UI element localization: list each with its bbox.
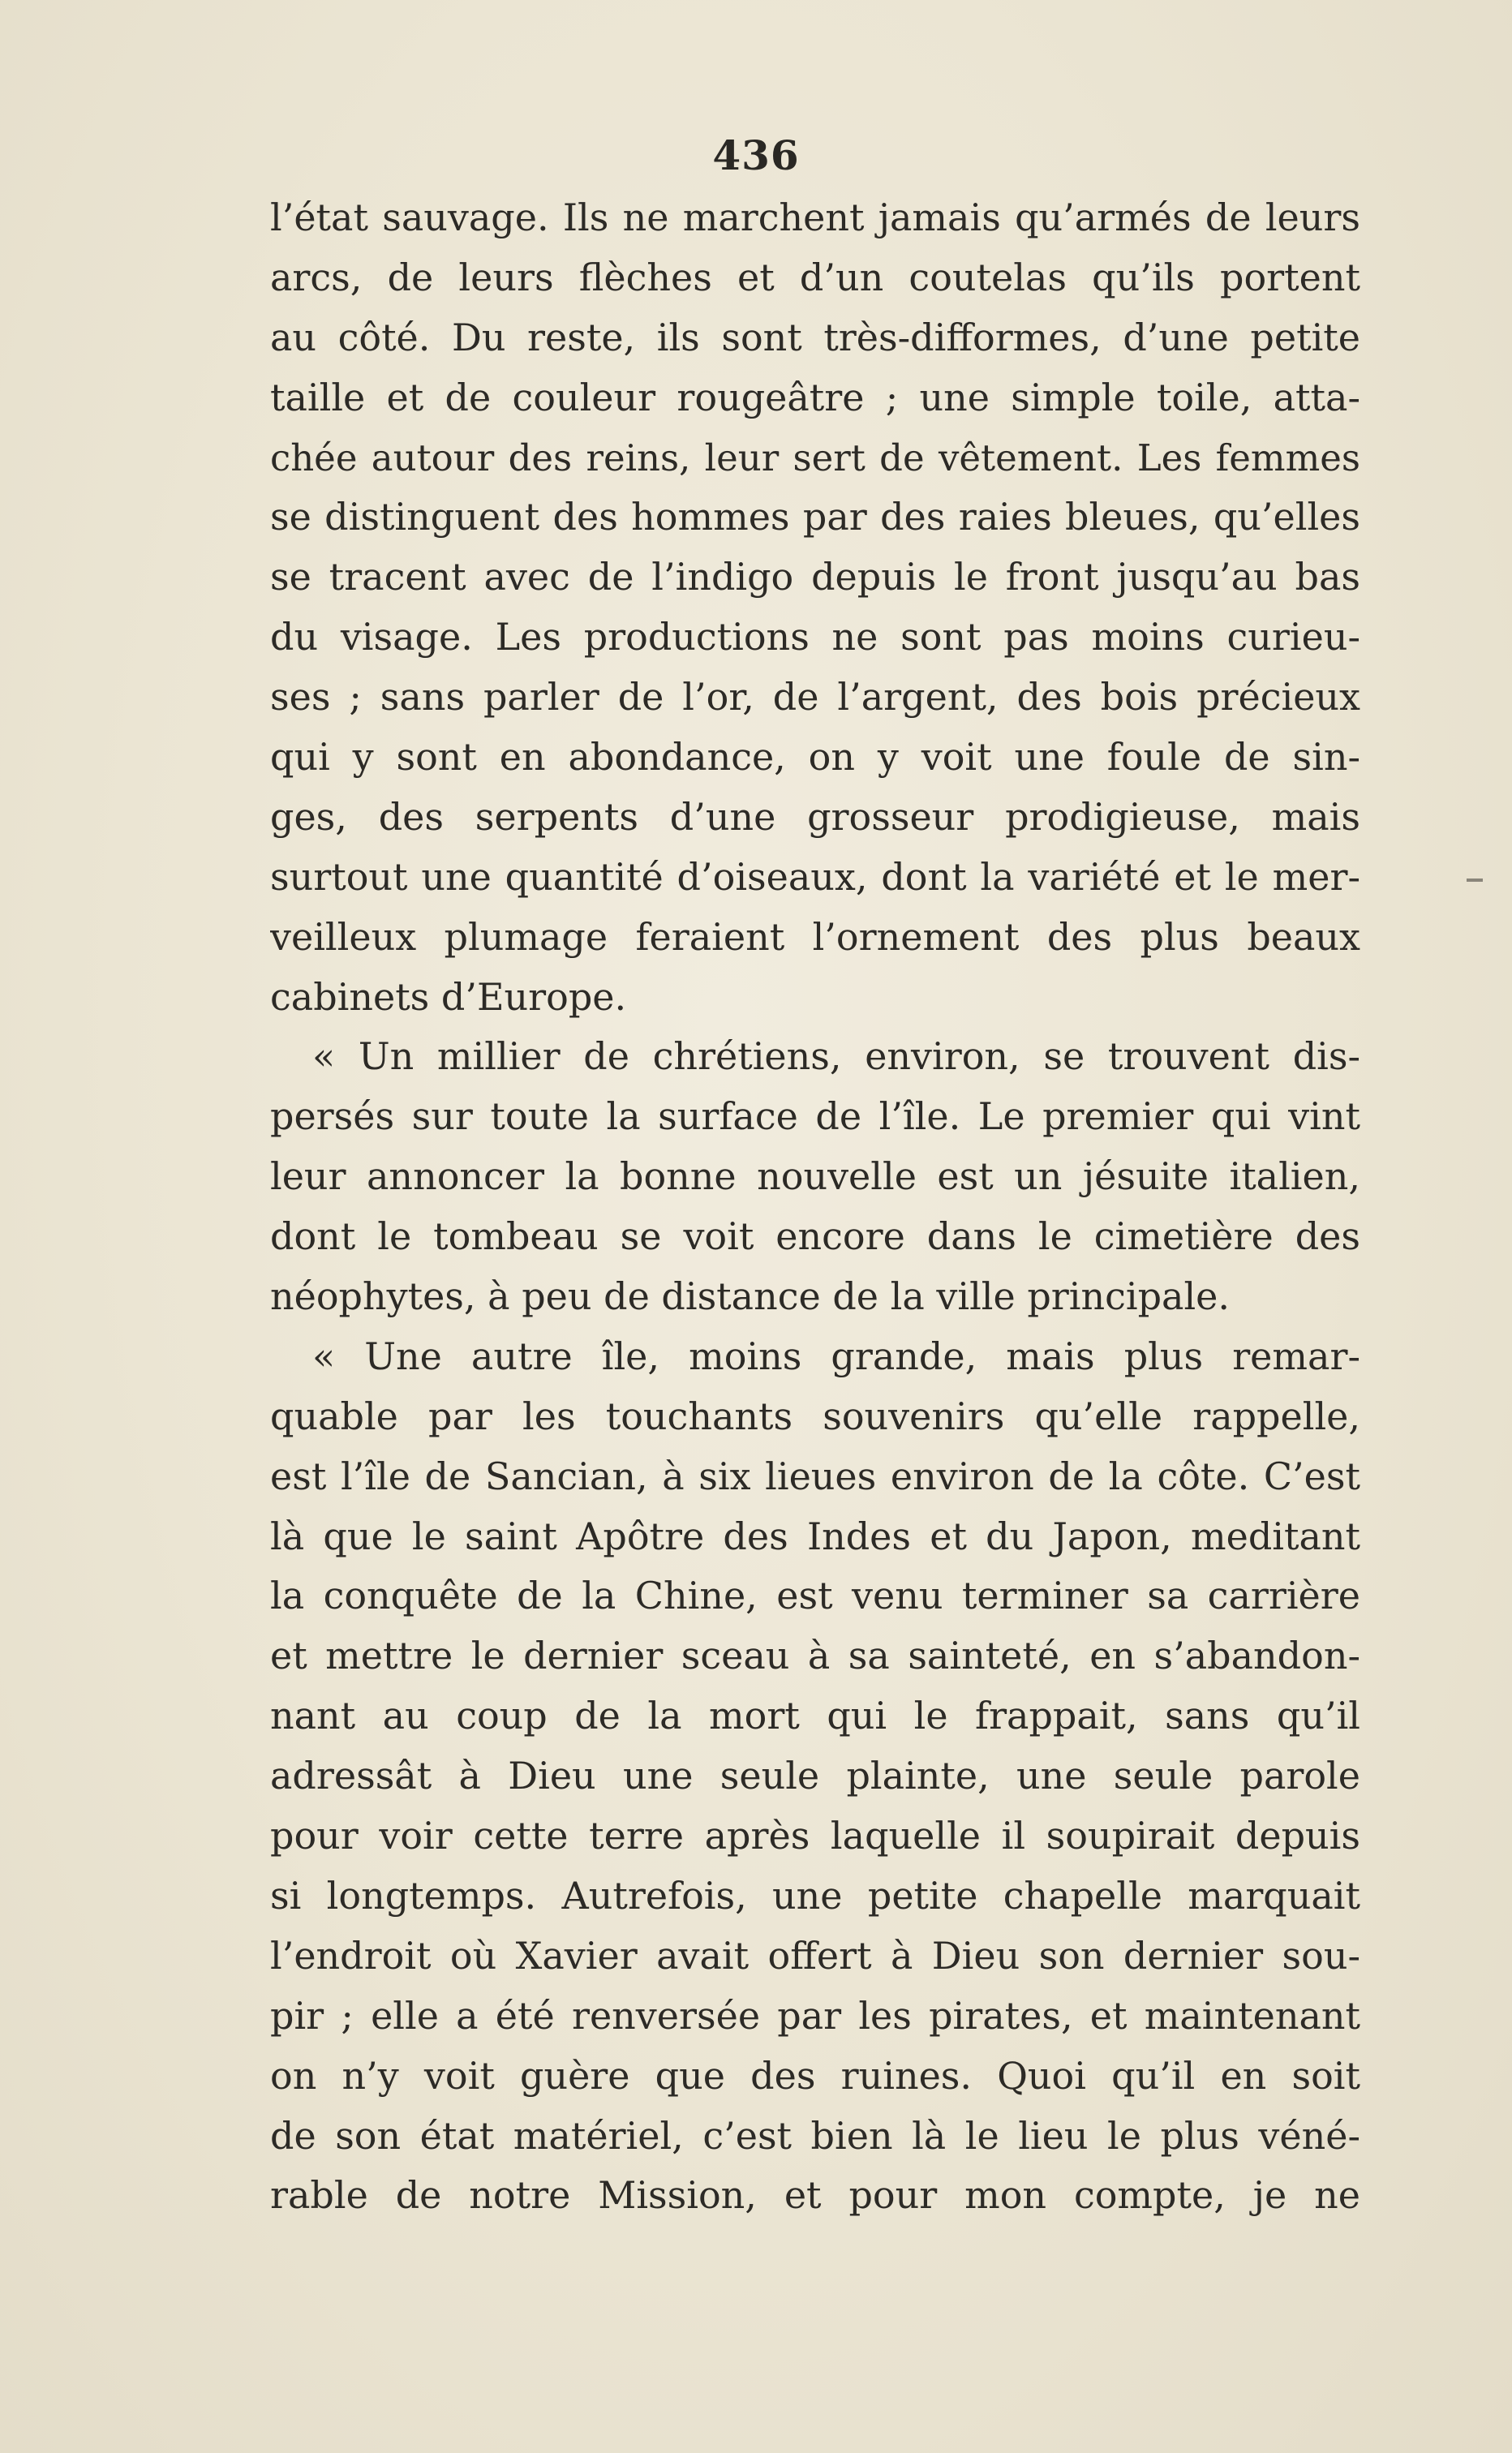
body-text	[270, 188, 1360, 2226]
text-line: pir ; elle a été renversée par les pirates, et maintenant	[270, 1993, 1360, 2038]
text-line: ges, des serpents d’une grosseur prodigieuse, mais	[270, 794, 1360, 839]
text-line: ses ; sans parler de l’or, de l’argent, des bois précieux	[270, 675, 1360, 720]
text-line: de son état matériel, c’est bien là le lieu le plus véné-	[270, 2113, 1360, 2158]
text-line: veilleux plumage feraient l’ornement des plus beaux	[270, 914, 1360, 959]
text-line: cabinets d’Europe.	[270, 974, 627, 1019]
text-line: « Un millier de chrétiens, environ, se trouvent dis-	[312, 1034, 1360, 1079]
text-line: néophytes, à peu de distance de la ville principale.	[270, 1274, 1231, 1319]
text-line: taille et de couleur rougeâtre ; une simple toile, atta-	[270, 375, 1360, 419]
text-line: surtout une quantité d’oiseaux, dont la variété et le mer-	[270, 854, 1360, 899]
text-line: rable de notre Mission, et pour mon compte, je ne	[270, 2173, 1360, 2218]
text-line: pour voir cette terre après laquelle il soupirait depuis	[270, 1814, 1360, 1858]
text-line: se tracent avec de l’indigo depuis le front jusqu’au bas	[270, 555, 1360, 599]
text-line: qui y sont en abondance, on y voit une foule de sin-	[270, 735, 1360, 780]
text-line: si longtemps. Autrefois, une petite chapelle marquait	[270, 1873, 1360, 1918]
text-line: nant au coup de la mort qui le frappait, sans qu’il	[270, 1694, 1360, 1738]
text-line: leur annoncer la bonne nouvelle est un jésuite italien,	[270, 1154, 1360, 1199]
text-line: quable par les touchants souvenirs qu’elle rappelle,	[270, 1394, 1360, 1438]
text-line: « Une autre île, moins grande, mais plus remar-	[312, 1334, 1360, 1378]
text-line: se distinguent des hommes par des raies bleues, qu’elles	[270, 495, 1360, 539]
text-line: est l’île de Sancian, à six lieues environ de la côte. C’est	[270, 1454, 1360, 1498]
text-line: du visage. Les productions ne sont pas moins curieu-	[270, 615, 1360, 659]
text-line: au côté. Du reste, ils sont très-difformes, d’une petite	[270, 315, 1360, 359]
text-line: là que le saint Apôtre des Indes et du Japon, meditant	[270, 1514, 1360, 1558]
text-line: et mettre le dernier sceau à sa sainteté, en s’abandon-	[270, 1634, 1360, 1678]
text-line: la conquête de la Chine, est venu terminer sa carrière	[270, 1574, 1360, 1618]
text-line: l’endroit où Xavier avait offert à Dieu son dernier sou-	[270, 1933, 1360, 1978]
text-line: on n’y voit guère que des ruines. Quoi qu’il en soit	[270, 2053, 1360, 2098]
margin-mark	[1467, 879, 1483, 882]
text-line: arcs, de leurs flèches et d’un coutelas qu’ils portent	[270, 255, 1360, 299]
text-line: persés sur toute la surface de l’île. Le premier qui vint	[270, 1094, 1360, 1139]
text-line: chée autour des reins, leur sert de vêtement. Les femmes	[270, 436, 1360, 479]
text-line: l’état sauvage. Ils ne marchent jamais qu’armés de leurs	[270, 195, 1360, 239]
text-line: adressât à Dieu une seule plainte, une seule parole	[270, 1754, 1360, 1798]
page-number: 436	[712, 131, 800, 179]
text-line: dont le tombeau se voit encore dans le cimetière des	[270, 1214, 1360, 1259]
